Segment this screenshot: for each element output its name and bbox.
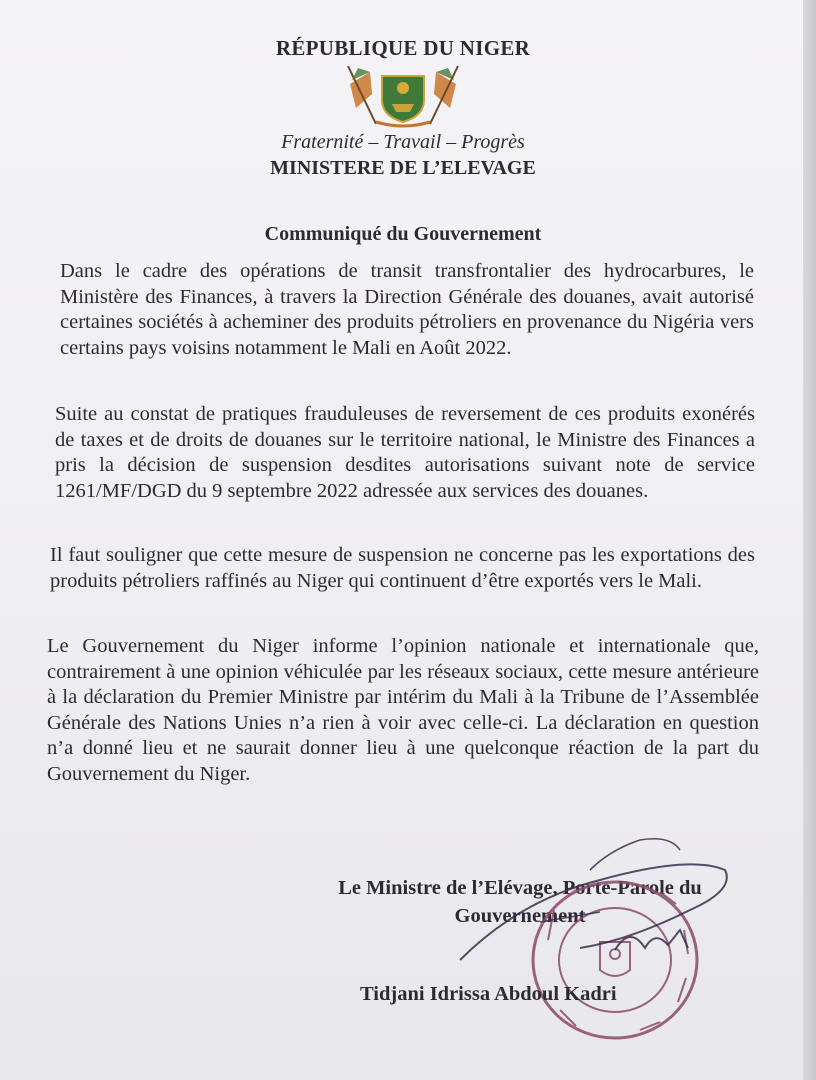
- coat-of-arms-icon: [340, 64, 466, 128]
- paragraph: Il faut souligner que cette mesure de suspension ne concerne pas les exportations des produits pétroliers raffinés au Niger qui continuent d’être exportés vers le Mali.: [50, 544, 755, 592]
- page-edge: [803, 0, 816, 1080]
- communique-title: Communiqué du Gouvernement: [264, 223, 542, 245]
- country-heading: RÉPUBLIQUE DU NIGER: [275, 36, 531, 60]
- signatory-name: Tidjani Idrissa Abdoul Kadri: [360, 983, 617, 1005]
- paragraph: Dans le cadre des opérations de transit transfrontalier des hydrocarbures, le Ministère des Finances, à travers la Direction Générale des douanes, avait autorisé certaines sociétés à acheminer des produits pétroliers en provenance du Nigéria vers certains pays voisins notamment le Mali en Août 2022.: [60, 260, 754, 359]
- ministry-heading: MINISTERE DE L’ELEVAGE: [270, 157, 536, 179]
- handwritten-signature: [440, 830, 740, 980]
- paragraph: Suite au constat de pratiques frauduleuses de reversement de ces produits exonérés de taxes et de droits de douanes sur le territoire national, le Ministre des Finances a pris la décision de suspension desdites autorisations suivant note de service 1261/MF/DGD du 9 septembre 2022 adressée aux services des douanes.: [55, 403, 755, 502]
- paragraph: Le Gouvernement du Niger informe l’opinion nationale et internationale que, contrairement à une opinion véhiculée par les réseaux sociaux, cette mesure antérieure à la déclaration du Premier Ministre par intérim du Mali à la Tribune de l’Assemblée Générale des Nations Unies n’a rien à voir avec celle-ci. La déclaration en question n’a donné lieu et ne saurait donner lieu à une quelconque réaction de la part du Gouvernement du Niger.: [47, 635, 759, 785]
- national-motto: Fraternité – Travail – Progrès: [281, 131, 525, 153]
- signatory-title: Le Ministre de l’Elévage, Porte-Parole du Gouvernement: [338, 877, 702, 927]
